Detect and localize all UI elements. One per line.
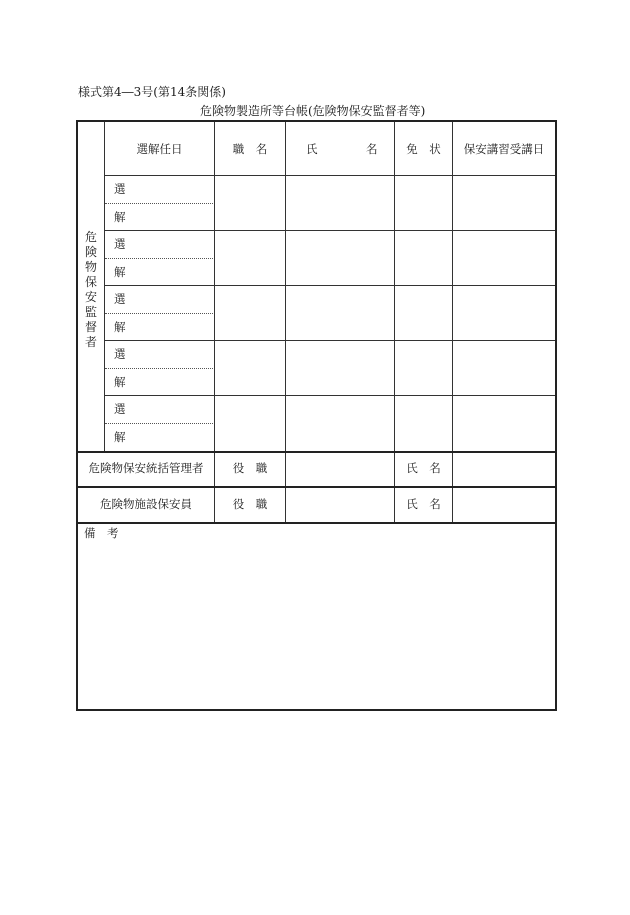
register-form-table (76, 120, 557, 711)
side-label-char: 危 (84, 230, 97, 244)
side-label-char: 物 (84, 260, 97, 274)
side-label-char: 険 (84, 245, 97, 259)
side-label-char: 安 (84, 290, 97, 304)
header-name-left: 氏 (306, 142, 318, 156)
row-dismiss-label: 解 (114, 430, 126, 444)
header-appoint-date: 選解任日 (136, 142, 183, 156)
row-appoint-label: 選 (114, 402, 126, 416)
row-appoint-label: 選 (114, 292, 126, 306)
staff-role-label: 役 職 (232, 497, 268, 511)
side-label-char: 保 (84, 275, 97, 289)
manager-role-label: 役 職 (232, 461, 268, 475)
header-name-right: 名 (366, 142, 378, 156)
row-dismiss-label: 解 (114, 320, 126, 334)
side-label-char: 監 (84, 305, 97, 319)
side-label-char: 者 (84, 335, 97, 349)
staff-name-label: 氏 名 (406, 497, 441, 511)
row-dismiss-label: 解 (114, 375, 126, 389)
row-appoint-label: 選 (114, 347, 126, 361)
manager-row-label: 危険物保安統括管理者 (88, 461, 204, 475)
header-training-date: 保安講習受講日 (463, 142, 545, 156)
side-label (84, 230, 98, 350)
form-code: 様式第4―3号(第14条関係) (78, 85, 226, 99)
side-label-char: 督 (84, 320, 97, 334)
manager-name-label: 氏 名 (406, 461, 441, 475)
header-license: 免 状 (406, 142, 441, 156)
row-appoint-label: 選 (114, 182, 126, 196)
row-appoint-label: 選 (114, 237, 126, 251)
remarks-label: 備 考 (84, 526, 119, 540)
header-position: 職 名 (232, 142, 268, 156)
row-dismiss-label: 解 (114, 265, 126, 279)
row-dismiss-label: 解 (114, 210, 126, 224)
form-title: 危険物製造所等台帳(危険物保安監督者等) (200, 104, 426, 118)
staff-row-label: 危険物施設保安員 (100, 497, 192, 511)
